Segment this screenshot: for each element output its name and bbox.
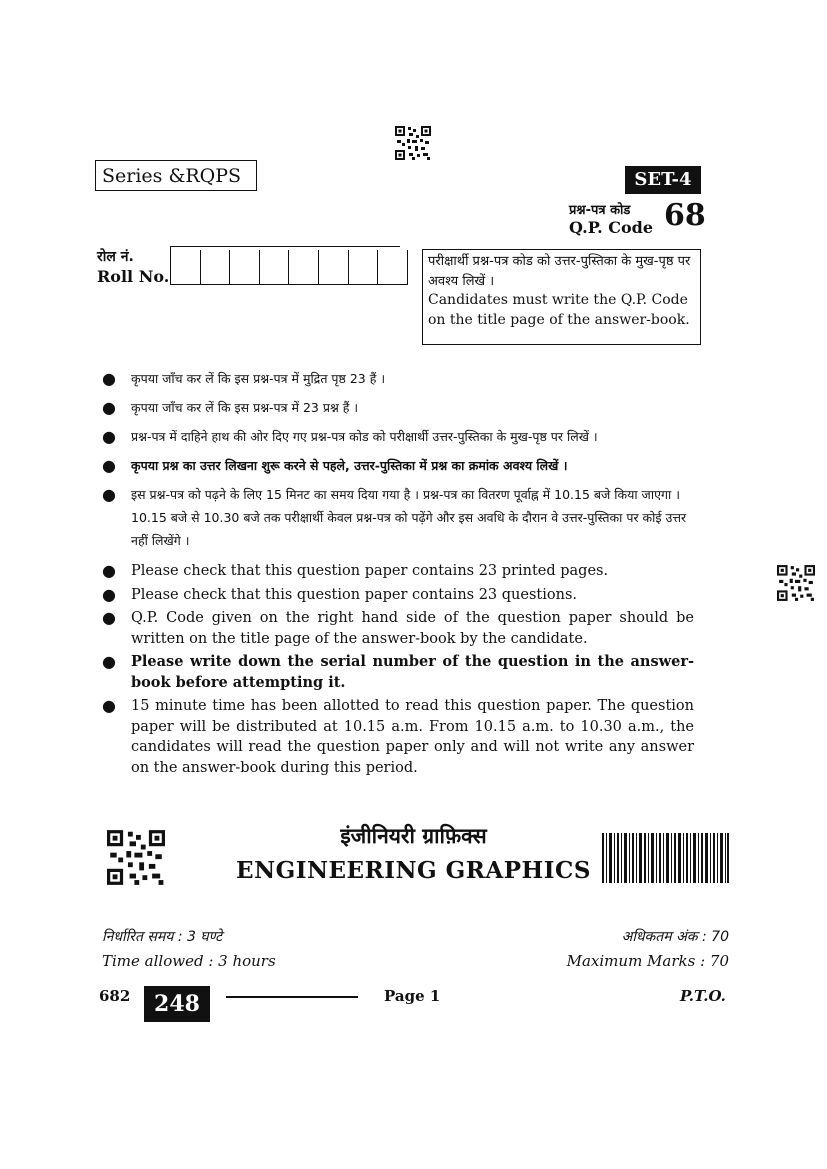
series-label: Series &RQPS [95, 160, 257, 191]
qr-code-top [395, 126, 431, 160]
instruction-box-hindi: परीक्षार्थी प्रश्न-पत्र कोड को उत्तर-पुस्तिका के मुख-पृष्ठ पर अवश्य लिखें । [428, 254, 691, 289]
instruction-hindi-item: ● प्रश्न-पत्र में दाहिने हाथ की ओर दिए गए प्रश्न-पत्र कोड को परीक्षार्थी उत्तर-पुस्तिका के मुख-पृष्ठ पर लिखें । [102, 427, 598, 446]
set-badge: SET-4 [625, 166, 701, 194]
paper-code: 682 [99, 987, 131, 1005]
time-allowed: Time allowed : 3 hours [102, 952, 276, 970]
instructions-hindi [102, 367, 694, 558]
qp-code-label-hindi: प्रश्न-पत्र कोड [569, 203, 631, 218]
qr-code-side [777, 564, 815, 602]
subject-title: ENGINEERING GRAPHICS [236, 857, 591, 884]
bullet-icon: ● [102, 608, 116, 627]
page-badge: 248 [144, 986, 210, 1022]
instruction-hindi-item: ● कृपया प्रश्न का उत्तर लिखना शुरू करने से पहले, उत्तर-पुस्तिका में प्रश्न का क्रमांक अवश्य लिखें । [102, 456, 568, 475]
roll-number-box[interactable] [230, 250, 260, 284]
bullet-icon: ● [102, 398, 116, 417]
time-allowed-hindi: निर्धारित समय : 3 घण्टे [102, 929, 223, 945]
roll-number-box[interactable] [349, 250, 379, 284]
instruction-english-item: ● Please check that this question paper contains 23 printed pages. [102, 561, 609, 580]
pto-label: P.T.O. [680, 987, 726, 1005]
roll-number-box[interactable] [171, 250, 201, 284]
bullet-icon: ● [102, 485, 116, 504]
page-number: Page 1 [384, 987, 441, 1005]
roll-number-box[interactable] [319, 250, 349, 284]
instruction-english-item: ● Please check that this question paper contains 23 questions. [102, 584, 577, 604]
instruction-english-item: ● 15 minute time has been allotted to read this question paper. The question paper will be distributed at 10.15 a.m. From 10.15 a.m. to 10.30 a.m., the candidates will read the question paper only and will not write any answer on the answer-book during this period. [102, 696, 694, 776]
bullet-icon: ● [102, 652, 116, 671]
bullet-icon: ● [102, 696, 116, 715]
footer-rule [226, 996, 358, 998]
instruction-hindi-item: ● कृपया जाँच कर लें कि इस प्रश्न-पत्र में 23 प्रश्न हैं । [102, 398, 359, 417]
instruction-hindi-item: ● इस प्रश्न-पत्र को पढ़ने के लिए 15 मिनट का समय दिया गया है । प्रश्न-पत्र का वितरण पूर्वाह्न में 10.15 बजे किया जाएगा । 10.15 बजे से 10.30 बजे तक परीक्षार्थी केवल प्रश्न-पत्र को पढ़ेंगे और इस अवधि के दौरान वे उत्तर-पुस्तिका पर कोई उत्तर नहीं लिखेंगे । [102, 485, 687, 548]
maximum-marks-hindi: अधिकतम अंक : 70 [621, 929, 729, 945]
qp-code-number: 68 [664, 198, 706, 233]
instruction-english-item: ● Q.P. Code given on the right hand side of the question paper should be written on the title page of the answer-book by the candidate. [102, 608, 694, 647]
bullet-icon: ● [102, 427, 116, 446]
subject-title-hindi: इंजीनियरी ग्राफ़िक्स [340, 824, 487, 848]
bullet-icon: ● [102, 369, 116, 388]
roll-number-box[interactable] [289, 250, 319, 284]
bullet-icon: ● [102, 584, 116, 604]
roll-number-box[interactable] [378, 250, 408, 284]
qp-code-instruction-box [422, 249, 701, 345]
roll-label: Roll No. [97, 267, 170, 286]
roll-label-hindi: रोल नं. [97, 249, 134, 265]
instruction-hindi-item: ● कृपया जाँच कर लें कि इस प्रश्न-पत्र में मुद्रित पृष्ठ 23 हैं । [102, 369, 386, 388]
bullet-icon: ● [102, 456, 116, 475]
instructions-english [102, 561, 694, 781]
instruction-box-english: Candidates must write the Q.P. Code on the title page of the answer-book. [428, 292, 690, 328]
roll-number-boxes[interactable] [170, 246, 408, 285]
qp-code-label: Q.P. Code [569, 218, 654, 237]
roll-number-box[interactable] [201, 250, 231, 284]
maximum-marks: Maximum Marks : 70 [566, 952, 729, 970]
instruction-english-item: ● Please write down the serial number of the question in the answer-book before attempting it. [102, 652, 694, 691]
bullet-icon: ● [102, 561, 116, 580]
roll-number-box[interactable] [260, 250, 290, 284]
